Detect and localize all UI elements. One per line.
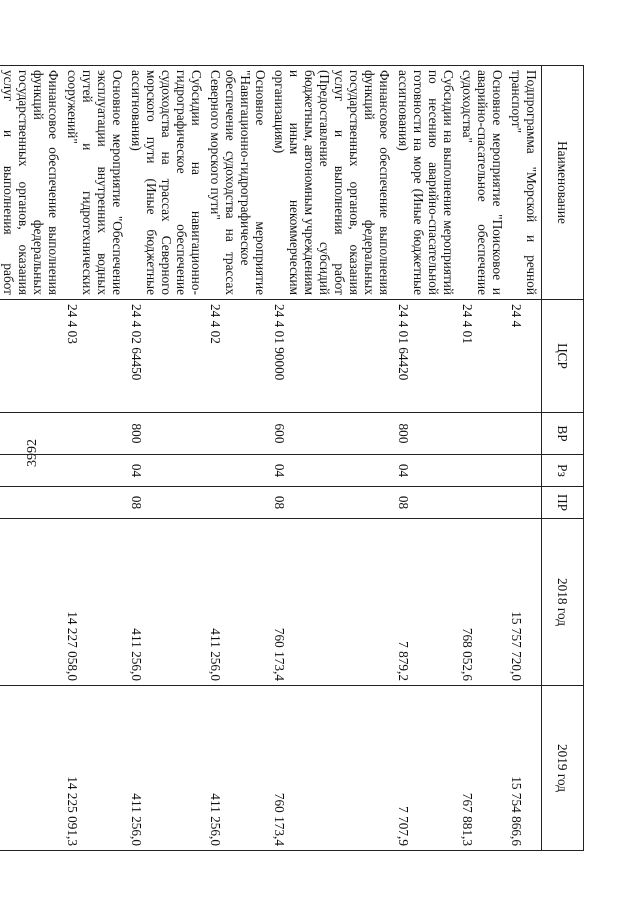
row-rz: 04 xyxy=(127,455,206,487)
row-vr: 800 xyxy=(394,413,458,455)
row-2018: 14 227 058,0 xyxy=(63,519,127,686)
header-2018: 2018 год xyxy=(542,519,584,686)
row-pr xyxy=(458,487,507,519)
row-2019: 411 256,0 xyxy=(206,686,270,851)
row-rz xyxy=(63,455,127,487)
table-row xyxy=(394,66,458,851)
row-csr: 24 4 03 xyxy=(63,300,127,413)
table-row xyxy=(458,66,507,851)
table-row xyxy=(507,66,542,851)
row-pr xyxy=(0,487,63,519)
row-name: Субсидии на выполнение мероприятий по несению аварийно-спасательной готовности на море (Иные бюджетные ассигнования) xyxy=(394,66,458,300)
row-pr xyxy=(507,487,542,519)
header-name: Наименование xyxy=(542,66,584,300)
row-csr: 24 4 02 xyxy=(206,300,270,413)
row-2018: 768 052,6 xyxy=(458,519,507,686)
row-pr xyxy=(63,487,127,519)
header-pr: ПР xyxy=(542,487,584,519)
row-2018: 411 256,0 xyxy=(127,519,206,686)
budget-table xyxy=(0,65,584,851)
row-rz xyxy=(458,455,507,487)
row-2019: 411 256,0 xyxy=(127,686,206,851)
row-name: Основное мероприятие "Поисковое и аварийно-спасательное обеспечение судоходства" xyxy=(458,66,507,300)
header-2019: 2019 год xyxy=(542,686,584,851)
header-rz: Рз xyxy=(542,455,584,487)
table-row xyxy=(206,66,270,851)
table-row xyxy=(127,66,206,851)
row-vr: 800 xyxy=(127,413,206,455)
row-csr: 24 4 01 xyxy=(458,300,507,413)
row-csr: 24 4 01 90000 xyxy=(270,300,394,413)
row-name: Подпрограмма "Морской и речной транспорт" xyxy=(507,66,542,300)
row-2019: 14 225 091,3 xyxy=(63,686,127,851)
row-name: Субсидии на навигационно-гидрографическое обеспечение судоходства на трассах Северного морского пути (Иные бюджетные ассигнования) xyxy=(127,66,206,300)
row-rz xyxy=(0,455,63,487)
row-csr: 24 4 02 64450 xyxy=(127,300,206,413)
row-vr xyxy=(0,413,63,455)
page-number: 3992 xyxy=(25,439,40,467)
row-pr: 08 xyxy=(127,487,206,519)
header-vr: ВР xyxy=(542,413,584,455)
row-2018: 15 757 720,0 xyxy=(507,519,542,686)
row-vr xyxy=(206,413,270,455)
table-row xyxy=(63,66,127,851)
row-vr: 600 xyxy=(270,413,394,455)
row-2019: 760 173,4 xyxy=(270,686,394,851)
row-name: Финансовое обеспечение выполнения функций федеральных государственных органов, оказания услуг и выполнения работ xyxy=(0,66,63,300)
row-2018: 7 879,2 xyxy=(394,519,458,686)
header-csr: ЦСР xyxy=(542,300,584,413)
row-rz: 04 xyxy=(270,455,394,487)
table-body xyxy=(0,66,542,851)
row-csr xyxy=(0,300,63,413)
row-name: Основное мероприятие "Обеспечение эксплуатации внутренних водных путей и гидротехнических сооружений" xyxy=(63,66,127,300)
row-2019: 15 754 866,6 xyxy=(507,686,542,851)
row-vr xyxy=(507,413,542,455)
row-vr xyxy=(63,413,127,455)
row-csr: 24 4 xyxy=(507,300,542,413)
row-pr: 08 xyxy=(394,487,458,519)
row-vr xyxy=(458,413,507,455)
row-2019 xyxy=(0,686,63,851)
row-2018 xyxy=(0,519,63,686)
row-rz xyxy=(206,455,270,487)
table-row xyxy=(270,66,394,851)
header-row xyxy=(542,66,584,851)
row-2018: 760 173,4 xyxy=(270,519,394,686)
row-2019: 7 707,9 xyxy=(394,686,458,851)
row-pr xyxy=(206,487,270,519)
row-pr: 08 xyxy=(270,487,394,519)
row-rz: 04 xyxy=(394,455,458,487)
row-rz xyxy=(507,455,542,487)
row-name: Финансовое обеспечение выполнения функций федеральных государственных органов, оказания услуг и выполнения работ (Предоставление субсидий бюджетным, автономным учреждениям и иным некоммерческим организациям) xyxy=(270,66,394,300)
table-header xyxy=(542,66,584,851)
row-2018: 411 256,0 xyxy=(206,519,270,686)
row-2019: 767 881,3 xyxy=(458,686,507,851)
row-name: Основное мероприятие "Навигационно-гидрографическое обеспечение судоходства на трассах Северного морского пути" xyxy=(206,66,270,300)
row-csr: 24 4 01 64420 xyxy=(394,300,458,413)
table-row xyxy=(0,66,63,851)
